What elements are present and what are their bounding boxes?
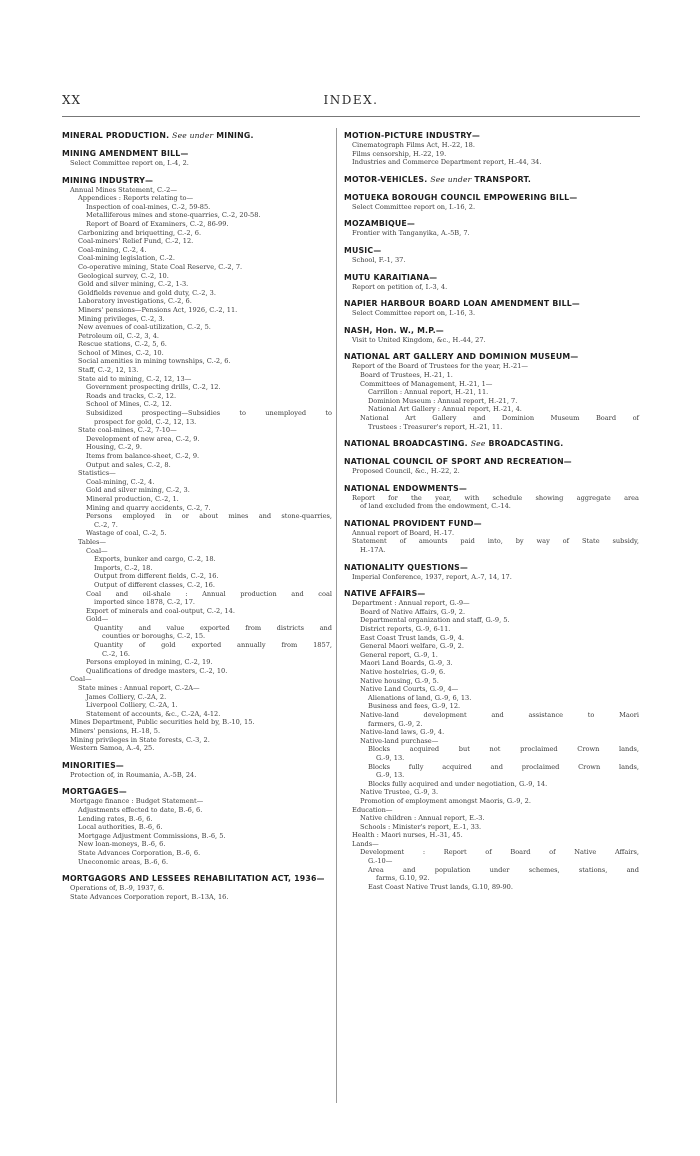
index-subentry: Native Land Courts, G.-9, 4— [360,685,459,694]
index-subentry: Native hostelries, G.-9, 6. [360,668,446,676]
index-subentry: Mining and quarry accidents, C.-2, 7. [86,503,211,512]
index-subentry: School of Mines, C.-2, 10. [78,348,164,357]
index-entry [344,298,639,318]
header-rule [62,116,640,117]
index-subentry: Frontier with Tanganyika, A.-5B, 7. [352,229,470,238]
index-subentry: Films censorship, H.-22, 19. [352,149,447,158]
index-subentry: Departmental organization and staff, G.-9, 5. [360,616,510,625]
index-heading-text: NAPIER HARBOUR BOARD LOAN AMENDMENT BILL— [344,299,580,309]
index-entry [62,873,332,901]
index-subentry: Department : Annual report, G.-9— [352,599,470,608]
index-heading-text: MINORITIES— [62,760,124,770]
index-subentry: Staff, C.-2, 12, 13. [78,366,139,375]
index-heading-text: MORTGAGES— [62,787,127,797]
index-subentry: Roads and tracks, C.-2, 12. [86,391,177,400]
index-subentry: Housing, C.-2, 9. [86,443,142,452]
index-heading-text: NATIONALITY QUESTIONS— [344,562,468,572]
index-subentry: State aid to mining, C.-2, 12, 13— [78,374,192,383]
index-subentry: Visit to United Kingdom, &c., H.-44, 27. [352,335,486,344]
index-entry [344,174,639,185]
index-entry [344,192,639,212]
index-subentry: Imperial Conference, 1937, report, A.-7, 14, 17. [352,572,512,581]
index-subentry: State Advances Corporation report, B.-13A, 16. [70,892,229,901]
index-subentry: Exports, bunker and cargo, C.-2, 18. [94,555,216,564]
page-title: INDEX. [323,93,379,107]
index-heading [344,483,639,494]
index-subentry: Inspection of coal-mines, C.-2, 59-85. [86,202,211,211]
index-subentry: Industries and Commerce Department report, H.-44, 34. [352,158,542,167]
index-subentry: Export of minerals and coal-output, C.-2, 14. [86,606,235,615]
index-entry [62,130,332,141]
index-entry [344,483,639,511]
index-subentry: Western Samoa, A.-4, 25. [70,744,155,753]
index-subentry: Development of new area, C.-2, 9. [86,434,200,443]
index-heading-text: MINING AMENDMENT BILL— [62,149,189,158]
index-subentry: School of Mines, C.-2, 12. [86,400,172,409]
index-subentry: Miners' pensions—Pensions Act, 1926, C.-2, 11. [78,305,238,314]
see-reference: See [470,439,486,449]
index-subentry: G.-9, 13. [376,771,405,780]
index-subentry: Schools : Minister's report, E.-1, 33. [360,822,482,831]
index-subentry: National Art Gallery : Annual report, H.-21, 4. [368,405,522,414]
index-heading [62,786,332,797]
index-subentry: Carrillon : Annual report, H.-21, 11. [368,388,489,397]
index-heading [344,245,639,256]
index-subentry: Blocks fully acquired and under negotiation, G.-9, 14. [368,779,548,788]
index-subentry: G.-10— [368,857,393,866]
index-heading-text: NATIONAL ENDOWMENTS— [344,483,467,493]
index-subentry: Persons employed in mining, C.-2, 19. [86,658,213,667]
index-subentry: Gold and silver mining, C.-2, 3. [86,486,190,495]
index-subentry: Output of different classes, C.-2, 16. [94,580,215,589]
index-subentry: Goldfields revenue and gold duty, C.-2, 3. [78,288,216,297]
see-reference: See under [172,131,214,140]
index-subentry: Persons employed in or about mines and stone-quarries, [86,512,332,521]
index-subentry: Dominion Museum : Annual report, H.-21, 7. [368,396,518,405]
index-subentry: of land excluded from the endowment, C.-14. [360,502,511,511]
index-subentry: Mortgage Adjustment Commissions, B.-6, 5. [78,831,226,840]
index-subentry: Native children : Annual report, E.-3. [360,814,485,823]
index-subentry: Protection of, in Roumania, A.-5B, 24. [70,770,197,779]
index-heading-text: MOTION-PICTURE INDUSTRY— [344,131,481,140]
index-subentry: New loan-moneys, B.-6, 6. [78,840,166,849]
index-heading [344,218,639,229]
index-subentry: C.-2, 16. [102,649,131,658]
index-subentry: Native-land purchase— [360,736,439,745]
index-heading [344,192,639,203]
index-entry [344,351,639,431]
index-heading-text: MUTU KARAITIANA— [344,272,438,282]
index-subentry: Geological survey, C.-2, 10. [78,271,169,280]
index-entry [344,245,639,265]
index-subentry: School, F.-1, 37. [352,255,406,264]
index-heading-text: NATIVE AFFAIRS— [344,589,426,599]
index-heading [344,588,639,599]
page-header [62,93,640,109]
index-subentry: Select Committee report on, I.-16, 3. [352,309,476,318]
index-subentry: Coal-mining legislation, C.-2. [78,254,175,263]
index-subentry: Appendices : Reports relating to— [78,194,194,203]
index-heading [344,272,639,283]
index-subentry: Native housing, G.-9, 5. [360,676,439,685]
index-subentry: Coal-miners' Relief Fund, C.-2, 12. [78,237,194,246]
index-heading-text: MOTOR-VEHICLES. [344,174,428,184]
index-subentry: Annual Mines Statement, C.-2— [70,185,177,194]
index-subentry: Petroleum oil, C.-2, 3, 4. [78,331,159,340]
index-heading [344,130,639,141]
index-entry [344,562,639,582]
index-subentry: Social amenities in mining townships, C.-2, 6. [78,357,231,366]
index-column-left [62,130,332,908]
index-subentry: Native-land development and assistance to Maori [360,710,639,719]
index-entry [344,588,639,891]
index-subentry: Blocks fully acquired and proclaimed Crown lands, [368,762,639,771]
index-entry [344,130,639,167]
index-subentry: Report of Board of Examiners, C.-2, 86-99. [86,219,229,228]
index-heading [62,760,332,771]
index-subentry: Development : Report of Board of Native Affairs, [360,848,639,857]
index-subentry: Operations of, B.-9, 1937, 6. [70,884,165,893]
index-subentry: Subsidized prospecting—Subsidies to unemployed to [86,409,332,418]
index-heading-text: MOZAMBIQUE— [344,219,415,229]
index-heading-text: MINERAL PRODUCTION. [62,131,170,140]
index-subentry: East Coast Trust lands, G.-9, 4. [360,633,464,642]
index-subentry: State coal-mines, C.-2, 7-10— [78,426,177,435]
index-subentry: Tables— [78,537,107,546]
index-subentry: State mines : Annual report, C.-2A— [78,684,200,693]
index-heading-text: MUSIC— [344,245,382,255]
index-subentry: Output from different fields, C.-2, 16. [94,572,219,581]
index-entry [62,175,332,753]
index-subentry: Wastage of coal, C.-2, 5. [86,529,167,538]
index-subentry: Coal-mining, C.-2, 4. [86,477,155,486]
index-heading [344,298,639,309]
see-reference: See under [430,174,472,184]
index-subentry: H.-17A. [360,546,386,555]
index-subentry: East Coast Native Trust lands, G.10, 89-90. [368,882,513,891]
see-target: TRANSPORT. [474,174,531,184]
index-subentry: counties or boroughs, C.-2, 15. [102,632,206,641]
index-subentry: Government prospecting drills, C.-2, 12. [86,383,221,392]
index-entry [344,272,639,292]
index-heading [344,438,639,449]
index-entry [344,325,639,345]
index-heading-text: NATIONAL COUNCIL OF SPORT AND RECREATION— [344,457,572,467]
index-entry [344,218,639,238]
page-number: XX [62,93,82,107]
index-subentry: Report on petition of, I.-3, 4. [352,282,448,291]
index-heading [344,456,639,467]
index-subentry: Laboratory investigations, C.-2, 6. [78,297,192,306]
index-subentry: Board of Trustees, H.-21, 1. [360,370,453,379]
index-subentry: Committees of Management, H.-21, 1— [360,379,493,388]
index-column-right [344,130,639,898]
index-subentry: Items from balance-sheet, C.-2, 9. [86,452,200,460]
index-subentry: Lending rates, B.-6, 6. [78,814,153,823]
index-subentry: Blocks acquired but not proclaimed Crown lands, [368,745,639,754]
index-entry [62,760,332,780]
index-subentry: Proposed Council, &c., H.-22, 2. [352,467,460,476]
index-heading [344,174,639,185]
index-subentry: Mines Department, Public securities held by, B.-10, 15. [70,718,255,727]
index-subentry: Health : Maori nurses, H.-31, 45. [352,831,463,840]
index-subentry: Coal— [70,675,92,684]
index-subentry: Statement of accounts, &c., C.-2A, 4-12. [86,709,221,718]
index-entry [344,438,639,449]
index-subentry: Coal and oil-shale : Annual production and coal [86,589,332,598]
index-heading-text: MOTUEKA BOROUGH COUNCIL EMPOWERING BILL— [344,192,578,202]
column-divider [336,128,337,1103]
index-subentry: Select Committee report on, I.-4, 2. [70,159,189,167]
index-subentry: Mortgage finance : Budget Statement— [70,797,204,806]
index-subentry: Annual report of Board, H.-17. [352,528,455,537]
index-subentry: Local authorities, B.-6, 6. [78,823,163,832]
index-subentry: Maori Land Boards, G.-9, 3. [360,659,453,668]
index-heading [344,351,639,362]
index-heading [344,325,639,336]
index-heading [62,148,332,159]
index-subentry: C.-2, 7. [94,520,118,529]
index-subentry: Trustees : Treasurer's report, H.-21, 11. [368,422,503,431]
index-subentry: Output and sales, C.-2, 8. [86,460,171,469]
index-entry [344,518,639,555]
index-subentry: Gold— [86,615,109,624]
index-heading [62,175,332,186]
index-entry [62,148,332,168]
index-subentry: James Colliery, C.-2A, 2. [86,692,167,701]
index-heading-text: NATIONAL PROVIDENT FUND— [344,518,482,528]
index-subentry: Qualifications of dredge masters, C.-2, 10. [86,666,228,675]
index-subentry: General report, G.-9, 1. [360,650,438,659]
index-subentry: Education— [352,805,393,814]
index-subentry: Lands— [352,839,379,848]
see-target: BROADCASTING. [488,439,564,449]
index-heading-text: NATIONAL ART GALLERY AND DOMINION MUSEUM— [344,352,579,362]
index-subentry: Statistics— [78,469,116,478]
index-subentry: New avenues of coal-utilization, C.-2, 5. [78,323,211,332]
index-subentry: Native Trustee, G.-9, 3. [360,788,439,797]
see-target: MINING. [216,131,254,140]
index-subentry: Board of Native Affairs, G.-9, 2. [360,607,466,616]
index-subentry: Mining privileges, C.-2, 3. [78,314,165,323]
index-subentry: G.-9, 13. [376,753,405,762]
index-subentry: Liverpool Colliery, C.-2A, 1. [86,701,178,710]
index-heading [344,518,639,529]
index-subentry: District reports, G.-9, 6-11. [360,625,451,634]
index-subentry: Business and fees, G.-9, 12. [368,702,461,711]
index-subentry: Promotion of employment amongst Maoris, G.-9, 2. [360,796,531,805]
index-subentry: Statement of amounts paid into, by way of State subsidy, [352,537,639,546]
index-subentry: Quantity of gold exported annually from 1857, [94,641,332,650]
index-subentry: State Advances Corporation, B.-6, 6. [78,848,201,857]
index-heading-text: NASH, Hon. W., M.P.— [344,325,444,335]
index-subentry: General Maori welfare, G.-9, 2. [360,642,464,651]
index-heading [62,873,332,884]
index-subentry: Report of the Board of Trustees for the year, H.-21— [352,362,528,371]
index-subentry: farmers, G.-9, 2. [368,719,423,728]
index-subentry: National Art Gallery and Dominion Museum Board of [360,413,639,422]
index-subentry: Co-operative mining, State Coal Reserve, C.-2, 7. [78,262,243,271]
index-subentry: Report for the year, with schedule showing aggregate area [352,493,639,502]
index-subentry: Miners' pensions, H.-18, 5. [70,727,161,735]
index-subentry: prospect for gold, C.-2, 12, 13. [94,417,197,426]
index-entry [62,786,332,866]
index-subentry: Rescue stations, C.-2, 5, 6. [78,340,167,349]
index-subentry: Area and population under schemes, stations, and [368,865,639,874]
index-subentry: farms, G.10, 92. [376,874,430,883]
index-subentry: Native-land laws, G.-9, 4. [360,728,445,737]
index-subentry: Coal— [86,546,108,555]
index-subentry: Alienations of land, G.-9, 6, 13. [368,693,472,702]
index-subentry: Adjustments effected to date, B.-6, 6. [78,805,203,814]
index-subentry: Gold and silver mining, C.-2, 1-3. [78,280,189,289]
index-heading-text: MORTGAGORS AND LESSEES REHABILITATION ACT, 1936— [62,874,325,884]
index-subentry: Mineral production, C.-2, 1. [86,494,179,503]
index-subentry: Imports, C.-2, 18. [94,563,153,572]
index-subentry: Quantity and value exported from districts and [94,623,332,632]
index-subentry: Uneconomic areas, B.-6, 6. [78,857,169,866]
index-subentry: Carbonizing and briquetting, C.-2, 6. [78,228,202,237]
index-subentry: Cinematograph Films Act, H.-22, 18. [352,141,475,149]
index-subentry: imported since 1878, C.-2, 17. [94,598,195,607]
index-subentry: Metalliferous mines and stone-quarries, C.-2, 20-58. [86,211,261,220]
index-heading [344,562,639,573]
index-heading-text: MINING INDUSTRY— [62,175,154,185]
index-heading [62,130,332,141]
index-subentry: Mining privileges in State forests, C.-3, 2. [70,735,210,744]
index-entry [344,456,639,476]
index-heading-text: NATIONAL BROADCASTING. [344,439,468,449]
index-subentry: Select Committee report on, I.-16, 2. [352,202,476,211]
index-subentry: Coal-mining, C.-2, 4. [78,245,147,254]
